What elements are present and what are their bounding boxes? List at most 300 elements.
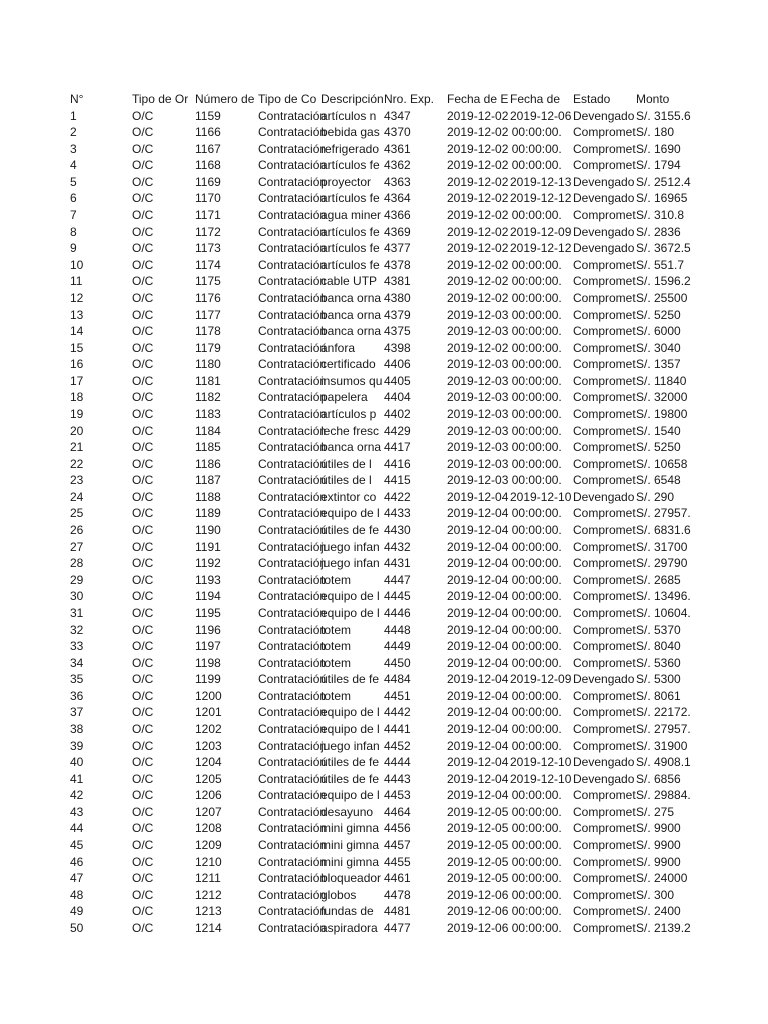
cell-order-number: 1184 [195, 423, 221, 438]
cell-description: artículos fe [321, 158, 380, 173]
cell-description: banca orna [321, 440, 382, 455]
cell-row-number: 3 [70, 141, 77, 156]
cell-row-number: 26 [70, 523, 84, 538]
cell-description: juego infan [321, 539, 380, 554]
cell-order-type: O/C [132, 672, 154, 687]
cell-order-number: 1208 [195, 821, 222, 836]
cell-amount: S/. 3155.6 [636, 108, 691, 123]
cell-status: Compromet [573, 423, 636, 438]
cell-contract-type: Contratación [258, 390, 327, 405]
cell-description: totem [321, 688, 352, 703]
cell-expedient-number: 4449 [384, 639, 411, 654]
cell-order-number: 1190 [195, 523, 221, 538]
cell-date: 2019-12-06 [510, 108, 572, 123]
cell-expedient-number: 4443 [384, 771, 411, 786]
cell-expedient-number: 4361 [384, 141, 411, 156]
cell-status: Compromet [573, 887, 636, 902]
cell-issue-date: 2019-12-06 00:00:00. [447, 920, 562, 935]
cell-amount: S/. 5250 [636, 307, 681, 322]
cell-amount: S/. 2139.2 [636, 920, 691, 935]
cell-contract-type: Contratación [258, 174, 327, 189]
cell-description: mini gimna [321, 838, 380, 853]
cell-order-number: 1186 [195, 456, 221, 471]
cell-row-number: 36 [70, 688, 84, 703]
cell-contract-type: Contratación [258, 373, 327, 388]
cell-contract-type: Contratación [258, 456, 327, 471]
cell-status: Compromet [573, 838, 636, 853]
cell-order-type: O/C [132, 158, 154, 173]
cell-issue-date: 2019-12-04 00:00:00. [447, 705, 562, 720]
cell-status: Devengado [573, 191, 635, 206]
cell-contract-type: Contratación [258, 489, 327, 504]
cell-status: Compromet [573, 523, 636, 538]
cell-row-number: 39 [70, 738, 84, 753]
cell-issue-date: 2019-12-02 00:00:00. [447, 141, 562, 156]
cell-order-type: O/C [132, 108, 154, 123]
cell-issue-date: 2019-12-02 [447, 241, 509, 256]
cell-order-number: 1174 [195, 257, 221, 272]
cell-issue-date: 2019-12-04 00:00:00. [447, 688, 562, 703]
cell-description: juego infan [321, 556, 380, 571]
cell-order-number: 1212 [195, 887, 222, 902]
cell-order-number: 1187 [195, 473, 221, 488]
cell-description: ánfora [321, 340, 356, 355]
cell-amount: S/. 5370 [636, 622, 681, 637]
cell-row-number: 44 [70, 821, 84, 836]
cell-contract-type: Contratación [258, 208, 327, 223]
cell-order-number: 1205 [195, 771, 222, 786]
cell-amount: S/. 22172. [636, 705, 691, 720]
cell-order-type: O/C [132, 821, 154, 836]
cell-amount: S/. 27957. [636, 506, 691, 521]
cell-status: Compromet [573, 440, 636, 455]
cell-row-number: 48 [70, 887, 84, 902]
cell-date: 2019-12-12 [510, 191, 572, 206]
cell-amount: S/. 5300 [636, 672, 681, 687]
cell-expedient-number: 4477 [384, 920, 411, 935]
cell-expedient-number: 4431 [384, 556, 411, 571]
cell-expedient-number: 4404 [384, 390, 411, 405]
cell-contract-type: Contratación [258, 241, 327, 256]
cell-date: 2019-12-10 [510, 755, 572, 770]
cell-contract-type: Contratación [258, 904, 327, 919]
cell-amount: S/. 300 [636, 887, 675, 902]
cell-issue-date: 2019-12-02 00:00:00. [447, 208, 562, 223]
cell-description: útiles de fe [321, 672, 380, 687]
cell-order-number: 1176 [195, 290, 221, 305]
cell-description: equipo de l [321, 705, 380, 720]
cell-contract-type: Contratación [258, 556, 327, 571]
cell-issue-date: 2019-12-02 00:00:00. [447, 290, 562, 305]
cell-order-type: O/C [132, 324, 154, 339]
cell-order-number: 1171 [195, 208, 221, 223]
cell-amount: S/. 6548 [636, 473, 681, 488]
cell-issue-date: 2019-12-04 00:00:00. [447, 539, 562, 554]
cell-order-type: O/C [132, 556, 154, 571]
cell-issue-date: 2019-12-04 00:00:00. [447, 738, 562, 753]
cell-order-type: O/C [132, 274, 154, 289]
cell-issue-date: 2019-12-05 00:00:00. [447, 804, 562, 819]
cell-contract-type: Contratación [258, 821, 327, 836]
cell-description: refrigerado [321, 141, 380, 156]
cell-description: desayuno [321, 804, 374, 819]
cell-order-number: 1169 [195, 174, 221, 189]
cell-order-number: 1209 [195, 838, 222, 853]
cell-order-type: O/C [132, 489, 154, 504]
cell-order-type: O/C [132, 771, 154, 786]
cell-description: artículos fe [321, 241, 380, 256]
cell-row-number: 22 [70, 456, 84, 471]
cell-expedient-number: 4445 [384, 589, 411, 604]
cell-order-type: O/C [132, 755, 154, 770]
cell-amount: S/. 8061 [636, 688, 681, 703]
cell-order-number: 1168 [195, 158, 221, 173]
cell-contract-type: Contratación [258, 539, 327, 554]
cell-row-number: 37 [70, 705, 84, 720]
cell-expedient-number: 4363 [384, 174, 411, 189]
cell-issue-date: 2019-12-04 00:00:00. [447, 556, 562, 571]
cell-row-number: 13 [70, 307, 84, 322]
cell-amount: S/. 8040 [636, 639, 681, 654]
cell-row-number: 34 [70, 655, 84, 670]
cell-order-number: 1194 [195, 589, 221, 604]
cell-contract-type: Contratación [258, 141, 327, 156]
cell-row-number: 17 [70, 373, 84, 388]
cell-order-number: 1204 [195, 755, 222, 770]
cell-status: Devengado [573, 489, 635, 504]
cell-order-number: 1199 [195, 672, 221, 687]
cell-contract-type: Contratación [258, 721, 327, 736]
cell-expedient-number: 4415 [384, 473, 411, 488]
cell-row-number: 31 [70, 605, 84, 620]
cell-order-number: 1182 [195, 390, 221, 405]
cell-expedient-number: 4378 [384, 257, 411, 272]
cell-status: Compromet [573, 125, 636, 140]
cell-order-number: 1178 [195, 324, 221, 339]
cell-order-number: 1202 [195, 721, 222, 736]
cell-row-number: 43 [70, 804, 84, 819]
cell-expedient-number: 4461 [384, 871, 411, 886]
cell-contract-type: Contratación [258, 307, 327, 322]
cell-row-number: 4 [70, 158, 77, 173]
cell-amount: S/. 1690 [636, 141, 681, 156]
cell-date: 2019-12-09 [510, 224, 572, 239]
cell-expedient-number: 4455 [384, 854, 411, 869]
cell-status: Compromet [573, 589, 636, 604]
header-cell-fecha: Fecha de [510, 92, 561, 106]
cell-description: bebida gas [321, 125, 380, 140]
cell-order-number: 1167 [195, 141, 221, 156]
cell-order-type: O/C [132, 373, 154, 388]
cell-expedient-number: 4366 [384, 208, 411, 223]
cell-status: Compromet [573, 307, 636, 322]
cell-status: Compromet [573, 406, 636, 421]
cell-order-type: O/C [132, 456, 154, 471]
header-cell-monto: Monto [636, 92, 670, 106]
header-cell-tipo-contratacion: Tipo de Co [258, 92, 317, 106]
cell-order-type: O/C [132, 788, 154, 803]
cell-amount: S/. 5250 [636, 440, 681, 455]
header-cell-numero: N° [70, 92, 84, 106]
cell-amount: S/. 1596.2 [636, 274, 691, 289]
cell-amount: S/. 25500 [636, 290, 688, 305]
cell-description: banca orna [321, 290, 382, 305]
cell-amount: S/. 10658 [636, 456, 688, 471]
cell-status: Compromet [573, 158, 636, 173]
cell-order-type: O/C [132, 423, 154, 438]
cell-order-type: O/C [132, 738, 154, 753]
cell-status: Compromet [573, 572, 636, 587]
cell-amount: S/. 13496. [636, 589, 691, 604]
cell-issue-date: 2019-12-05 00:00:00. [447, 871, 562, 886]
cell-description: cable UTP [321, 274, 378, 289]
cell-order-number: 1193 [195, 572, 221, 587]
cell-expedient-number: 4364 [384, 191, 411, 206]
cell-description: equipo de l [321, 788, 380, 803]
cell-description: certificado [321, 357, 376, 372]
cell-amount: S/. 2512.4 [636, 174, 691, 189]
cell-order-type: O/C [132, 721, 154, 736]
cell-expedient-number: 4441 [384, 721, 411, 736]
cell-status: Compromet [573, 373, 636, 388]
cell-amount: S/. 24000 [636, 871, 688, 886]
cell-expedient-number: 4398 [384, 340, 411, 355]
cell-expedient-number: 4446 [384, 605, 411, 620]
cell-description: útiles de l [321, 456, 372, 471]
cell-row-number: 11 [70, 274, 83, 289]
cell-order-type: O/C [132, 838, 154, 853]
cell-contract-type: Contratación [258, 755, 327, 770]
cell-issue-date: 2019-12-03 00:00:00. [447, 324, 562, 339]
cell-amount: S/. 9900 [636, 854, 681, 869]
header-cell-estado: Estado [573, 92, 611, 106]
cell-order-number: 1180 [195, 357, 221, 372]
cell-status: Compromet [573, 688, 636, 703]
cell-expedient-number: 4457 [384, 838, 411, 853]
cell-expedient-number: 4432 [384, 539, 411, 554]
cell-description: banca orna [321, 324, 382, 339]
cell-status: Compromet [573, 456, 636, 471]
cell-expedient-number: 4442 [384, 705, 411, 720]
cell-amount: S/. 551.7 [636, 257, 685, 272]
cell-order-number: 1159 [195, 108, 221, 123]
cell-contract-type: Contratación [258, 357, 327, 372]
cell-amount: S/. 19800 [636, 406, 688, 421]
cell-contract-type: Contratación [258, 771, 327, 786]
cell-amount: S/. 27957. [636, 721, 691, 736]
cell-order-number: 1177 [195, 307, 221, 322]
cell-contract-type: Contratación [258, 257, 327, 272]
cell-order-number: 1191 [195, 539, 221, 554]
cell-issue-date: 2019-12-02 00:00:00. [447, 125, 562, 140]
cell-expedient-number: 4464 [384, 804, 411, 819]
cell-order-number: 1196 [195, 622, 221, 637]
cell-expedient-number: 4444 [384, 755, 411, 770]
cell-status: Compromet [573, 357, 636, 372]
cell-row-number: 41 [70, 771, 84, 786]
cell-amount: S/. 1540 [636, 423, 681, 438]
cell-contract-type: Contratación [258, 340, 327, 355]
cell-contract-type: Contratación [258, 838, 327, 853]
cell-date: 2019-12-13 [510, 174, 572, 189]
cell-order-number: 1179 [195, 340, 221, 355]
cell-order-number: 1211 [195, 871, 221, 886]
cell-row-number: 9 [70, 241, 77, 256]
cell-row-number: 45 [70, 838, 84, 853]
cell-order-type: O/C [132, 257, 154, 272]
cell-amount: S/. 31700 [636, 539, 688, 554]
cell-status: Devengado [573, 672, 635, 687]
cell-contract-type: Contratación [258, 655, 327, 670]
cell-status: Compromet [573, 920, 636, 935]
cell-order-type: O/C [132, 141, 154, 156]
cell-issue-date: 2019-12-05 00:00:00. [447, 854, 562, 869]
cell-expedient-number: 4381 [384, 274, 411, 289]
cell-row-number: 14 [70, 324, 84, 339]
cell-issue-date: 2019-12-03 00:00:00. [447, 440, 562, 455]
cell-status: Compromet [573, 605, 636, 620]
cell-row-number: 10 [70, 257, 84, 272]
cell-contract-type: Contratación [258, 572, 327, 587]
cell-expedient-number: 4379 [384, 307, 411, 322]
cell-amount: S/. 9900 [636, 838, 681, 853]
cell-order-type: O/C [132, 390, 154, 405]
cell-order-number: 1198 [195, 655, 221, 670]
cell-order-number: 1188 [195, 489, 221, 504]
cell-amount: S/. 310.8 [636, 208, 685, 223]
cell-order-type: O/C [132, 191, 154, 206]
cell-contract-type: Contratación [258, 158, 327, 173]
cell-order-type: O/C [132, 224, 154, 239]
cell-status: Compromet [573, 324, 636, 339]
cell-expedient-number: 4453 [384, 788, 411, 803]
cell-expedient-number: 4447 [384, 572, 411, 587]
cell-expedient-number: 4402 [384, 406, 411, 421]
cell-description: juego infan [321, 738, 380, 753]
cell-contract-type: Contratación [258, 854, 327, 869]
cell-row-number: 49 [70, 904, 84, 919]
cell-contract-type: Contratación [258, 688, 327, 703]
cell-row-number: 6 [70, 191, 77, 206]
cell-order-number: 1213 [195, 904, 222, 919]
cell-amount: S/. 1794 [636, 158, 681, 173]
cell-row-number: 16 [70, 357, 84, 372]
cell-expedient-number: 4377 [384, 241, 411, 256]
cell-description: fundas de [321, 904, 374, 919]
cell-issue-date: 2019-12-03 00:00:00. [447, 307, 562, 322]
cell-issue-date: 2019-12-03 00:00:00. [447, 473, 562, 488]
cell-row-number: 24 [70, 489, 84, 504]
cell-issue-date: 2019-12-04 [447, 672, 509, 687]
cell-contract-type: Contratación [258, 788, 327, 803]
cell-amount: S/. 180 [636, 125, 675, 140]
cell-status: Compromet [573, 290, 636, 305]
cell-order-type: O/C [132, 804, 154, 819]
cell-issue-date: 2019-12-04 00:00:00. [447, 655, 562, 670]
cell-expedient-number: 4417 [384, 440, 411, 455]
cell-status: Compromet [573, 639, 636, 654]
cell-order-number: 1210 [195, 854, 222, 869]
cell-description: útiles de fe [321, 755, 380, 770]
cell-row-number: 50 [70, 920, 84, 935]
cell-issue-date: 2019-12-02 00:00:00. [447, 158, 562, 173]
cell-contract-type: Contratación [258, 473, 327, 488]
cell-amount: S/. 32000 [636, 390, 688, 405]
cell-expedient-number: 4481 [384, 904, 411, 919]
cell-date: 2019-12-10 [510, 771, 572, 786]
cell-contract-type: Contratación [258, 440, 327, 455]
cell-issue-date: 2019-12-06 00:00:00. [447, 887, 562, 902]
cell-issue-date: 2019-12-03 00:00:00. [447, 357, 562, 372]
cell-contract-type: Contratación [258, 108, 327, 123]
cell-contract-type: Contratación [258, 622, 327, 637]
cell-status: Compromet [573, 904, 636, 919]
cell-description: equipo de l [321, 506, 380, 521]
cell-issue-date: 2019-12-03 00:00:00. [447, 423, 562, 438]
cell-row-number: 38 [70, 721, 84, 736]
cell-amount: S/. 6831.6 [636, 523, 691, 538]
cell-description: totem [321, 639, 352, 654]
cell-date: 2019-12-09 [510, 672, 572, 687]
cell-contract-type: Contratación [258, 406, 327, 421]
cell-issue-date: 2019-12-02 [447, 174, 509, 189]
cell-contract-type: Contratación [258, 224, 327, 239]
cell-contract-type: Contratación [258, 605, 327, 620]
cell-date: 2019-12-12 [510, 241, 572, 256]
cell-row-number: 42 [70, 788, 84, 803]
cell-amount: S/. 1357 [636, 357, 681, 372]
cell-issue-date: 2019-12-05 00:00:00. [447, 838, 562, 853]
cell-amount: S/. 9900 [636, 821, 681, 836]
cell-status: Compromet [573, 208, 636, 223]
cell-description: extintor co [321, 489, 377, 504]
cell-row-number: 8 [70, 224, 77, 239]
cell-issue-date: 2019-12-04 [447, 771, 509, 786]
cell-expedient-number: 4375 [384, 324, 411, 339]
cell-row-number: 7 [70, 208, 77, 223]
cell-order-number: 1175 [195, 274, 221, 289]
cell-row-number: 32 [70, 622, 84, 637]
cell-date: 2019-12-10 [510, 489, 572, 504]
cell-description: globos [321, 887, 357, 902]
cell-order-type: O/C [132, 655, 154, 670]
cell-issue-date: 2019-12-02 00:00:00. [447, 274, 562, 289]
cell-status: Compromet [573, 871, 636, 886]
cell-amount: S/. 4908.1 [636, 755, 691, 770]
cell-expedient-number: 4430 [384, 523, 411, 538]
cell-contract-type: Contratación [258, 324, 327, 339]
cell-order-number: 1189 [195, 506, 221, 521]
cell-issue-date: 2019-12-04 00:00:00. [447, 506, 562, 521]
cell-expedient-number: 4456 [384, 821, 411, 836]
cell-order-type: O/C [132, 572, 154, 587]
cell-status: Compromet [573, 340, 636, 355]
cell-order-number: 1200 [195, 688, 222, 703]
cell-expedient-number: 4448 [384, 622, 411, 637]
cell-contract-type: Contratación [258, 920, 327, 935]
cell-description: equipo de l [321, 589, 380, 604]
cell-order-type: O/C [132, 523, 154, 538]
cell-amount: S/. 6000 [636, 324, 681, 339]
cell-expedient-number: 4406 [384, 357, 411, 372]
cell-amount: S/. 2836 [636, 224, 681, 239]
cell-row-number: 33 [70, 639, 84, 654]
cell-description: totem [321, 622, 352, 637]
cell-order-number: 1201 [195, 705, 222, 720]
cell-order-type: O/C [132, 871, 154, 886]
cell-description: útiles de l [321, 473, 372, 488]
cell-expedient-number: 4347 [384, 108, 411, 123]
